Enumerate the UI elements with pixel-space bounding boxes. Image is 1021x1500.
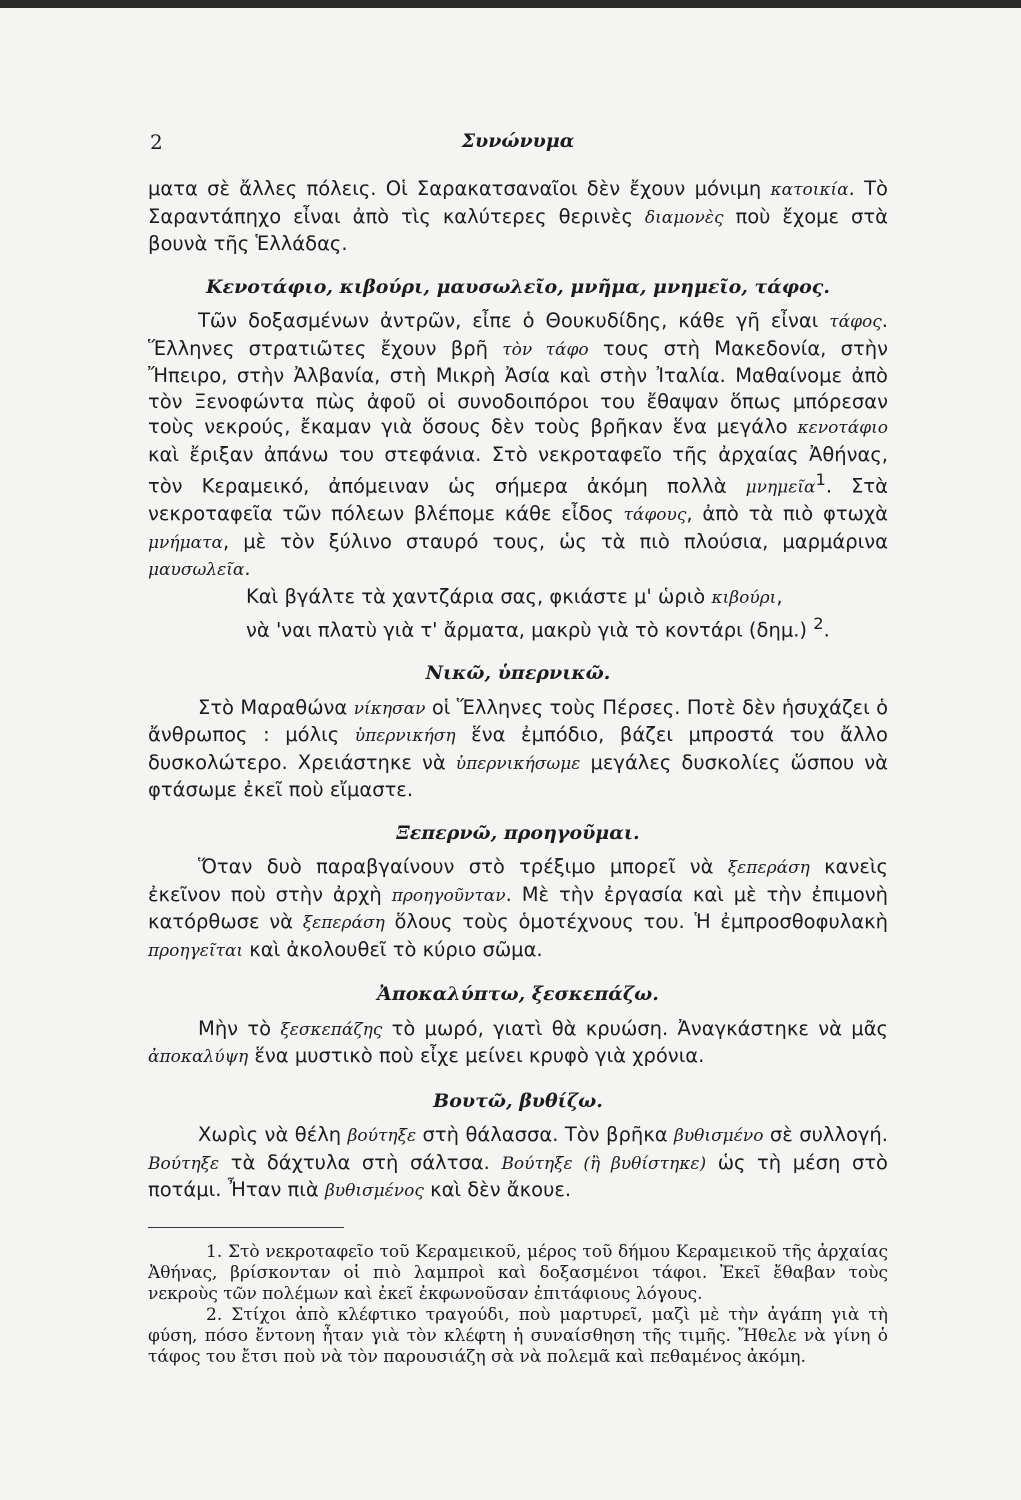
scan-top-edge xyxy=(0,0,1021,8)
section-heading-xeperno: Ξεπερνῶ, προηγοῦμαι. xyxy=(396,821,640,844)
section-heading-kenotafio: Κενοτάφιο, κιβούρι, μαυσωλεῖο, μνῆμα, μνημεῖο, τάφος. xyxy=(206,275,830,298)
running-head xyxy=(148,130,888,158)
paragraph-apokalypto: Μὴν τὸ ξεσκεπάζης τὸ μωρό, γιατὶ θὰ κρυώση. Ἀναγκάστηκε νὰ μᾶς ἀποκαλύψη ἕνα μυστικὸ ποὺ εἶχε μείνει κρυφὸ γιὰ χρόνια. xyxy=(148,1016,888,1067)
book-page xyxy=(148,130,888,1368)
section-heading-niko: Νικῶ, ὑπερνικῶ. xyxy=(425,662,611,684)
footnote-ref-2: 2 xyxy=(813,614,824,633)
footnote-divider xyxy=(148,1227,344,1228)
section-heading-vouto: Βουτῶ, βυθίζω. xyxy=(433,1089,603,1112)
intro-paragraph: ματα σὲ ἄλλες πόλεις. Οἱ Σαρακατσαναῖοι δὲν ἔχουν μόνιμη κατοικία. Τὸ Σαραντάπηχο εἶναι ἀπὸ τὶς καλύτερες θερινὲς διαμονὲς ποὺ ἔχομε στὰ βουνὰ τῆς Ἑλλάδας. xyxy=(148,177,888,255)
footnote-2: 2. Στίχοι ἀπὸ κλέφτικο τραγούδι, ποὺ μαρτυρεῖ, μαζὶ μὲ τὴν ἀγάπη γιὰ τὴ φύση, πόσο ἔντονη ἦταν γιὰ τὸν κλέφτη ἡ συναίσθηση τῆς τιμῆς. Ἤθελε νὰ γίνη ὁ τάφος του ἔτσι ποὺ νὰ τὸν παρουσιάζη σὰ νὰ πολεμᾶ καὶ πεθαμένος ἀκόμη. xyxy=(148,1304,888,1367)
paragraph-xeperno: Ὅταν δυὸ παραβγαίνουν στὸ τρέξιμο μπορεῖ νὰ ξεπεράση κανεὶς ἐκεῖνον ποὺ στὴν ἀρχὴ προηγοῦνταν. Μὲ τὴν ἐργασία καὶ μὲ τὴν ἐπιμονὴ κατόρθωσε νὰ ξεπεράση ὅλους τοὺς ὁμοτέχνους του. Ἡ ἐμπροσθοφυλακὴ προηγεῖται καὶ ἀκολουθεῖ τὸ κύριο σῶμα. xyxy=(148,855,888,961)
running-title: Συνώνυμα xyxy=(461,130,575,152)
verse-line-2: νὰ 'ναι πλατὺ γιὰ τ' ἄρματα, μακρὺ γιὰ τὸ κοντάρι (δημ.) $^2$. xyxy=(246,614,830,642)
section-heading-apokalypto: Ἀποκαλύπτω, ξεσκεπάζω. xyxy=(377,983,659,1005)
verse-line-1: Καὶ βγάλτε τὰ χαντζάρια σας, φκιάστε μ' ὡριὸ κιβούρι, xyxy=(246,584,783,608)
paragraph-niko: Στὸ Μαραθώνα νίκησαν οἱ Ἕλληνες τοὺς Πέρσες. Ποτὲ δὲν ἡσυχάζει ὁ ἄνθρωπος : μόλις ὑπερνικήση ἕνα ἐμπόδιο, βάζει μπροστά του ἄλλο δυσκολώτερο. Χρειάστηκε νὰ ὑπερνικήσωμε μεγάλες δυσκολίες ὥσπου νὰ φτάσωμε ἐκεῖ ποὺ εἴμαστε. xyxy=(148,695,889,801)
paragraph-vouto: Χωρὶς νὰ θέλη βούτηξε στὴ θάλασσα. Τὸν βρῆκα βυθισμένο σὲ συλλογή. Βούτηξε τὰ δάχτυλα στὴ σάλτσα. Βούτηξε (ἢ βυθίστηκε) ὡς τὴ μέση στὸ ποτάμι. Ἦταν πιὰ βυθισμένος καὶ δὲν ἄκουε. xyxy=(148,1123,888,1201)
footnote-1: 1. Στὸ νεκροταφεῖο τοῦ Κεραμεικοῦ, μέρος τοῦ δήμου Κεραμεικοῦ τῆς ἀρχαίας Ἀθήνας, βρίσκονταν οἱ πιὸ λαμπροὶ καὶ δοξασμένοι τάφοι. Ἐκεῖ ἔθαβαν τοὺς νεκροὺς τῶν πολέμων καὶ ἐκεῖ ἐκφωνοῦσαν ἐπιτάφιους λόγους. xyxy=(148,1241,888,1304)
page-number: 2 xyxy=(150,130,163,154)
footnote-ref-1: 1 xyxy=(815,470,826,489)
paragraph-kenotafio: Τῶν δοξασμένων ἀντρῶν, εἶπε ὁ Θουκυδίδης, κάθε γῆ εἶναι τάφος. Ἕλληνες στρατιῶτες ἔχουν βρῆ τὸν τάφο τους στὴ Μακεδονία, στὴν Ἤπειρο, στὴν Ἀλβανία, στὴ Μικρὴ Ἀσία καὶ στὴν Ἰταλία. Μαθαίνομε ἀπὸ τὸν Ξενοφώντα πὼς ἀφοῦ οἱ συνοδοιπόροι του ἔθαψαν ὅπως μπόρεσαν τοὺς νεκρούς, ἔκαμαν γιὰ ὅσους δὲν τοὺς βρῆκαν ἕνα μεγάλο κενοτάφιο καὶ ἔριξαν ἀπάνω του στεφάνια. Στὸ νεκροταφεῖο τῆς ἀρχαίας Ἀθήνας, τὸν Κεραμεικό, ἀπόμειναν ὡς σήμερα ἀκόμη πολλὰ μνημεῖα$^1$. Στὰ νεκροταφεῖα τῶν πόλεων βλέπομε κάθε εἶδος τάφους, ἀπὸ τὰ πιὸ φτωχὰ μνήματα, μὲ τὸν ξύλινο σταυρό τους, ὡς τὰ πιὸ πλούσια, μαρμάρινα μαυσωλεῖα. xyxy=(148,309,889,580)
footnotes xyxy=(148,1242,888,1368)
main-text xyxy=(148,176,888,1205)
